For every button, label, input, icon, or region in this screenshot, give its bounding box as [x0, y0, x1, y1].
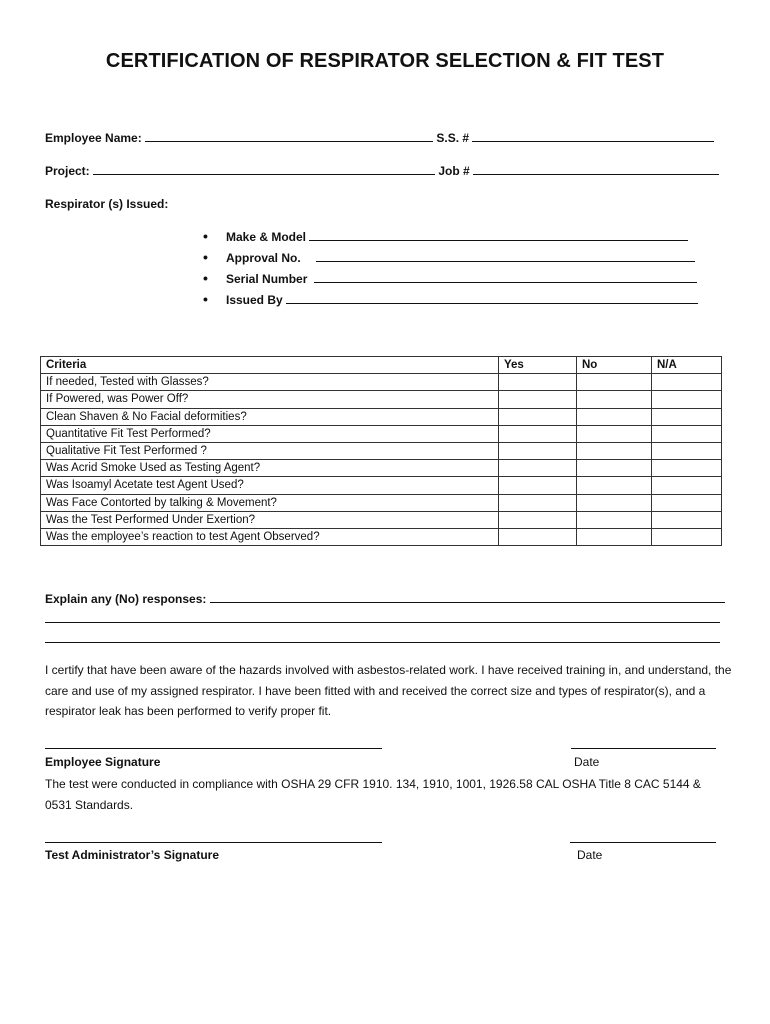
explain-label: Explain any (No) responses:: [45, 592, 207, 606]
form-title: CERTIFICATION OF RESPIRATOR SELECTION & FIT TEST: [105, 50, 665, 72]
na-cell[interactable]: [652, 442, 722, 459]
criteria-cell: If Powered, was Power Off?: [41, 391, 499, 408]
list-item: • Serial Number: [203, 271, 698, 292]
yes-cell[interactable]: [499, 442, 577, 459]
criteria-cell: Clean Shaven & No Facial deformities?: [41, 408, 499, 425]
project-label: Project:: [45, 164, 90, 178]
table-row: [41, 477, 722, 494]
issued-by-field[interactable]: [286, 292, 698, 304]
make-model-field[interactable]: [309, 229, 688, 241]
respirator-items-list: [203, 229, 698, 313]
yes-cell[interactable]: [499, 511, 577, 528]
list-item: • Issued By: [203, 292, 698, 313]
yes-cell[interactable]: [499, 477, 577, 494]
no-cell[interactable]: [577, 477, 652, 494]
criteria-cell: Was Face Contorted by talking & Movement?: [41, 494, 499, 511]
project-field[interactable]: [93, 163, 435, 175]
date-label: Date: [577, 848, 603, 862]
explain-field[interactable]: [210, 591, 725, 603]
table-row: [41, 425, 722, 442]
no-cell[interactable]: [577, 374, 652, 391]
yes-cell[interactable]: [499, 460, 577, 477]
yes-cell[interactable]: [499, 408, 577, 425]
criteria-cell: If needed, Tested with Glasses?: [41, 374, 499, 391]
yes-header: Yes: [499, 357, 577, 374]
table-row: [41, 442, 722, 459]
criteria-cell: Qualitative Fit Test Performed ?: [41, 442, 499, 459]
yes-cell[interactable]: [499, 374, 577, 391]
table-row: [41, 391, 722, 408]
criteria-header: Criteria: [41, 357, 499, 374]
table-row: [41, 511, 722, 528]
employee-name-row: [45, 130, 714, 145]
no-cell[interactable]: [577, 442, 652, 459]
explain-line-3[interactable]: [45, 642, 720, 643]
no-header: No: [577, 357, 652, 374]
job-label: Job #: [438, 164, 470, 178]
table-header-row: [41, 357, 722, 374]
no-cell[interactable]: [577, 460, 652, 477]
serial-number-field[interactable]: [314, 271, 697, 283]
no-cell[interactable]: [577, 391, 652, 408]
table-row: [41, 528, 722, 545]
na-cell[interactable]: [652, 460, 722, 477]
employee-name-label: Employee Name:: [45, 131, 142, 145]
job-field[interactable]: [473, 163, 719, 175]
no-cell[interactable]: [577, 408, 652, 425]
na-cell[interactable]: [652, 374, 722, 391]
list-item: • Make & Model: [203, 229, 698, 250]
criteria-cell: Was Isoamyl Acetate test Agent Used?: [41, 477, 499, 494]
employee-signature-field[interactable]: [45, 748, 382, 749]
yes-cell[interactable]: [499, 528, 577, 545]
table-row: [41, 494, 722, 511]
criteria-cell: Was Acrid Smoke Used as Testing Agent?: [41, 460, 499, 477]
na-cell[interactable]: [652, 391, 722, 408]
criteria-cell: Quantitative Fit Test Performed?: [41, 425, 499, 442]
certification-statement: I certify that have been aware of the hazards involved with asbestos-related work. I have received training in, and understand, the care and use of my assigned respirator. I have been fitted with and received the correct size and types of respirator(s), and a respirator leak has been performed to verify proper fit.: [45, 663, 732, 718]
admin-signature-field[interactable]: [45, 842, 382, 843]
respirators-issued-label: Respirator (s) Issued:: [45, 197, 169, 211]
ss-field[interactable]: [472, 130, 714, 142]
approval-no-field[interactable]: [316, 250, 695, 262]
na-cell[interactable]: [652, 408, 722, 425]
no-cell[interactable]: [577, 494, 652, 511]
date-label: Date: [574, 755, 600, 769]
yes-cell[interactable]: [499, 425, 577, 442]
criteria-cell: Was the employee’s reaction to test Agent Observed?: [41, 528, 499, 545]
criteria-cell: Was the Test Performed Under Exertion?: [41, 511, 499, 528]
employee-name-field[interactable]: [145, 130, 433, 142]
explain-line-2[interactable]: [45, 622, 720, 623]
na-cell[interactable]: [652, 477, 722, 494]
list-item: • Approval No.: [203, 250, 698, 271]
na-cell[interactable]: [652, 511, 722, 528]
no-cell[interactable]: [577, 511, 652, 528]
ss-label: S.S. #: [436, 131, 470, 145]
na-cell[interactable]: [652, 494, 722, 511]
table-row: [41, 408, 722, 425]
admin-date-field[interactable]: [570, 842, 716, 843]
yes-cell[interactable]: [499, 494, 577, 511]
yes-cell[interactable]: [499, 391, 577, 408]
table-row: [41, 460, 722, 477]
explain-row: [45, 591, 725, 606]
project-row: [45, 163, 719, 178]
table-row: [41, 374, 722, 391]
criteria-table: [40, 356, 722, 546]
admin-signature-label: Test Administrator’s Signature: [45, 848, 220, 862]
no-cell[interactable]: [577, 425, 652, 442]
employee-signature-label: Employee Signature: [45, 755, 161, 769]
na-cell[interactable]: [652, 425, 722, 442]
na-cell[interactable]: [652, 528, 722, 545]
no-cell[interactable]: [577, 528, 652, 545]
na-header: N/A: [652, 357, 722, 374]
employee-date-field[interactable]: [571, 748, 716, 749]
compliance-statement: The test were conducted in compliance with OSHA 29 CFR 1910. 134, 1910, 1001, 1926.58 CAL OSHA Title 8 CAC 5144 & 0531 Standards.: [45, 777, 701, 812]
